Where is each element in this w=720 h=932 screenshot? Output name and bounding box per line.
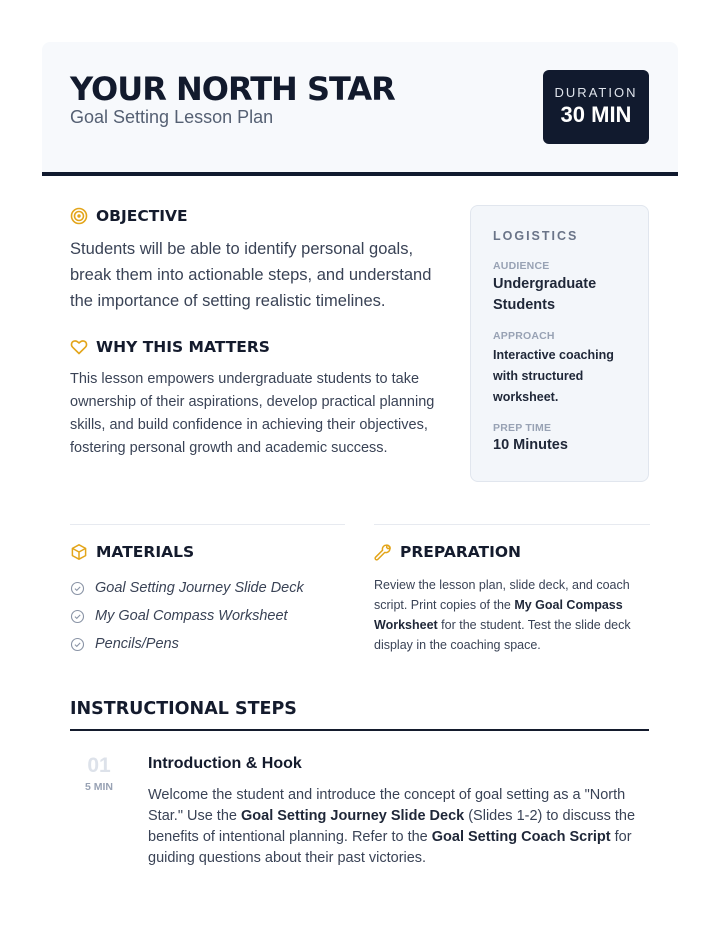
duration-value: 30 MIN <box>560 102 632 127</box>
step-title: Introduction & Hook <box>148 755 302 772</box>
material-label: Goal Setting Journey Slide Deck <box>95 580 304 596</box>
section-divider-right <box>374 524 650 525</box>
prep-time-label: PREP TIME <box>493 422 552 434</box>
logistics-card <box>470 205 649 482</box>
step-text-part: Welcome the student and introduce the concept of goal setting as a "North Star." Use the <box>148 787 626 824</box>
steps-divider <box>70 729 649 731</box>
step-text-part: (Slides 1-2) to discuss the benefits of intentional planning. Refer to the <box>148 808 636 845</box>
prep-text-part: Review the lesson plan, slide deck, and coach script. Print copies of the <box>374 578 630 612</box>
objective-heading <box>70 207 188 225</box>
step-bold-coach-script: Goal Setting Coach Script <box>431 829 611 845</box>
check-circle-icon <box>70 637 85 652</box>
page-title: YOUR NORTH STAR <box>70 70 395 108</box>
preparation-heading <box>374 543 521 561</box>
check-circle-icon <box>70 581 85 596</box>
list-item <box>70 602 304 630</box>
check-circle-icon <box>70 609 85 624</box>
prep-text-part: for the student. Test the slide deck display in the coaching space. <box>374 618 631 652</box>
page-subtitle: Goal Setting Lesson Plan <box>70 107 274 127</box>
box-icon <box>70 543 88 561</box>
list-item <box>70 630 304 658</box>
materials-list <box>70 574 304 658</box>
logistics-title: LOGISTICS <box>493 229 579 243</box>
header <box>42 42 678 173</box>
approach-value: Interactive coaching with structured worksheet. <box>493 348 614 404</box>
steps-heading: INSTRUCTIONAL STEPS <box>70 699 297 719</box>
materials-title: MATERIALS <box>96 543 195 561</box>
objective-text: Students will be able to identify personal goals, break them into actionable steps, and understand the importance of setting realistic timelines. <box>70 240 432 310</box>
materials-heading <box>70 543 194 561</box>
step-bold-slide-deck: Goal Setting Journey Slide Deck <box>241 808 465 824</box>
duration-label: DURATION <box>554 85 638 100</box>
header-divider <box>42 172 678 176</box>
list-item <box>70 574 304 602</box>
step-description <box>148 785 653 869</box>
material-label: My Goal Compass Worksheet <box>95 608 288 624</box>
step-duration: 5 MIN <box>84 781 113 793</box>
preparation-title: PREPARATION <box>400 543 522 561</box>
target-icon <box>70 207 88 225</box>
material-label: Pencils/Pens <box>95 636 179 652</box>
prep-bold-worksheet: My Goal Compass Worksheet <box>374 598 623 632</box>
step-number: 01 <box>87 754 111 777</box>
section-divider-left <box>70 524 345 525</box>
preparation-text <box>374 575 656 655</box>
step-text-part: for guiding questions about their past victories. <box>148 829 632 866</box>
approach-label: APPROACH <box>493 330 555 342</box>
why-heading <box>70 338 270 356</box>
why-title: WHY THIS MATTERS <box>96 338 270 356</box>
wrench-icon <box>374 543 392 561</box>
objective-title: OBJECTIVE <box>96 207 188 225</box>
audience-value: Undergraduate Students <box>493 276 597 313</box>
audience-label: AUDIENCE <box>493 260 550 272</box>
duration-badge <box>543 70 649 144</box>
prep-time-value: 10 Minutes <box>493 437 568 453</box>
why-text: This lesson empowers undergraduate students to take ownership of their aspirations, develop practical planning skills, and build confidence in achieving their objectives, fostering personal growth and academic success. <box>70 371 435 456</box>
heart-icon <box>70 338 88 356</box>
